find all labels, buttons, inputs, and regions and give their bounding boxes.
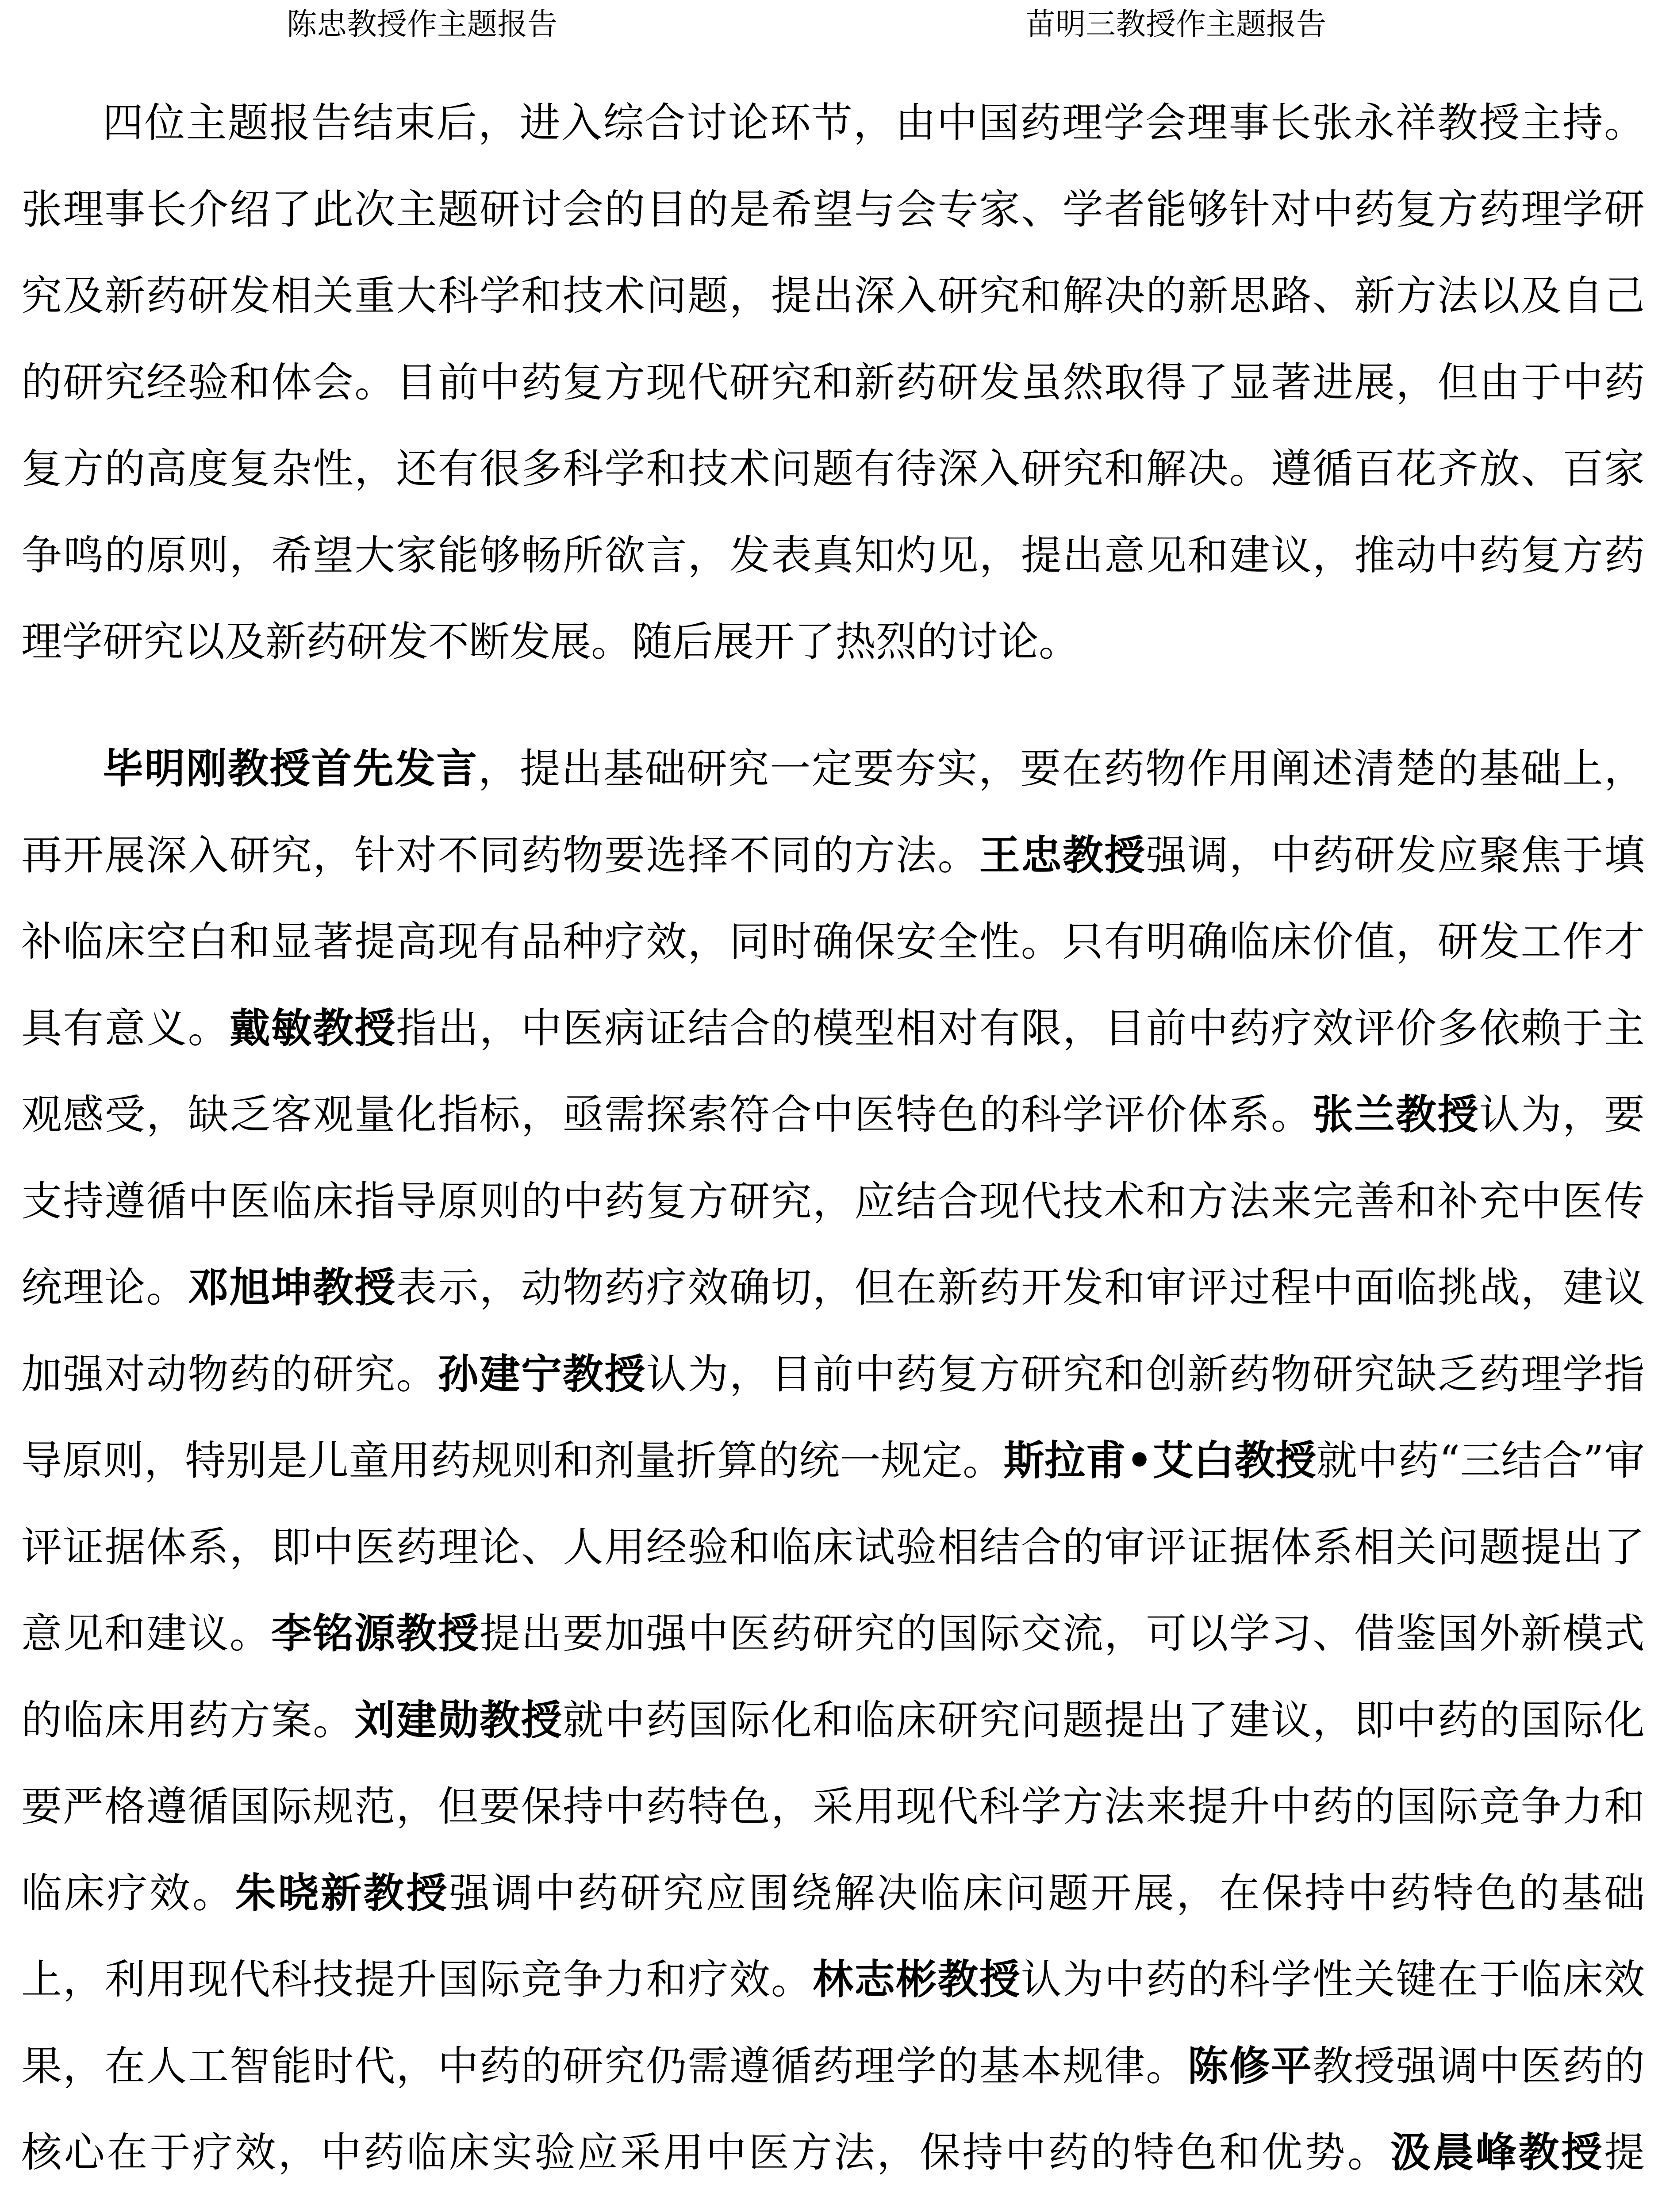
speaker-name: 林志彬教授 (812, 1956, 1021, 2003)
remark-text: 认为，要支持遵循中医临床指导原则的中药复方研究，应结合现代技术和方法来完善和补充中医传统理论。 (21, 1091, 1645, 1311)
remark-text: 认为，目前中药复方研究和创新药物研究缺乏药理学指导原则，特别是儿童用药规则和剂量折算的统一规定。 (21, 1350, 1645, 1484)
caption-chen-zhong: 陈忠教授作主题报告 (287, 7, 558, 42)
paragraph-expert-remarks (21, 726, 1645, 2212)
remark-text: 就中药国际化和临床研究问题提出了建议，即中药的国际化要严格遵循国际规范，但要保持中药特色，采用现代科学方法来提升中药的国际竞争力和临床疗效。 (21, 1696, 1645, 1917)
remark-text: 认为中药的科学性关键在于临床效果，在人工智能时代，中药的研究仍需遵循药理学的基本规律。 (21, 1956, 1645, 2090)
speaker-name: 毕明刚教授首先发言 (103, 745, 478, 792)
speaker-name: 邓旭坤教授 (188, 1264, 396, 1311)
paragraph-discussion-intro: 四位主题报告结束后，进入综合讨论环节，由中国药理学会理事长张永祥教授主持。张理事长介绍了此次主题研讨会的目的是希望与会专家、学者能够针对中药复方药理学研究及新药研发相关重大科学和技术问题，提出深入研究和解决的新思路、新方法以及自己的研究经验和体会。目前中药复方现代研究和新药研发虽然取得了显著进展，但由于中药复方的高度复杂性，还有很多科学和技术问题有待深入研究和解决。遵循百花齐放、百家争鸣的原则，希望大家能够畅所欲言，发表真知灼见，提出意见和建议，推动中药复方药理学研究以及新药研发不断发展。随后展开了热烈的讨论。 (21, 99, 1645, 665)
remark-text: 教授强调中医药的核心在于疗效，中药临床实验应采用中医方法，保持中药的特色和优势。 (21, 2042, 1645, 2176)
caption-miao-mingsan: 苗明三教授作主题报告 (1025, 7, 1327, 42)
remark-text: 表示，动物药疗效确切，但在新药开发和审评过程中面临挑战，建议加强对动物药的研究。 (21, 1264, 1645, 1398)
speaker-name: 孙建宁教授 (438, 1350, 646, 1398)
speaker-name: 李铭源教授 (271, 1610, 480, 1657)
speaker-name: 汲晨峰教授 (1390, 2129, 1604, 2176)
remark-text: 就中药“三结合”审评证据体系，即中医药理论、人用经验和临床试验相结合的审评证据体系相关问题提出了意见和建议。 (21, 1437, 1645, 1657)
remark-text: 提 (1604, 2129, 1645, 2176)
speaker-name: 戴敏教授 (229, 1004, 396, 1052)
speaker-name: 王忠教授 (979, 831, 1146, 879)
speaker-name: 刘建勋教授 (354, 1696, 563, 1744)
remark-text: 指出，中医病证结合的模型相对有限，目前中药疗效评价多依赖于主观感受，缺乏客观量化指标，亟需探索符合中医特色的科学评价体系。 (21, 1004, 1645, 1138)
speaker-name: 斯拉甫•艾白教授 (1003, 1437, 1317, 1484)
speaker-name: 张兰教授 (1312, 1091, 1479, 1138)
remark-text: 强调，中药研发应聚焦于填补临床空白和显著提高现有品种疗效，同时确保安全性。只有明确临床价值，研发工作才具有意义。 (21, 831, 1645, 1052)
remark-text: 强调中药研究应围绕解决临床问题开展，在保持中药特色的基础上，利用现代科技提升国际竞争力和疗效。 (21, 1869, 1645, 2003)
speaker-name: 陈修平 (1187, 2042, 1313, 2090)
speaker-name: 朱晓新教授 (235, 1869, 449, 1917)
photo-captions (0, 0, 1666, 49)
remark-text: 提出要加强中医药研究的国际交流，可以学习、借鉴国外新模式的临床用药方案。 (21, 1610, 1645, 1744)
remark-text: ，提出基础研究一定要夯实，要在药物作用阐述清楚的基础上，再开展深入研究，针对不同药物要选择不同的方法。 (21, 745, 1645, 879)
